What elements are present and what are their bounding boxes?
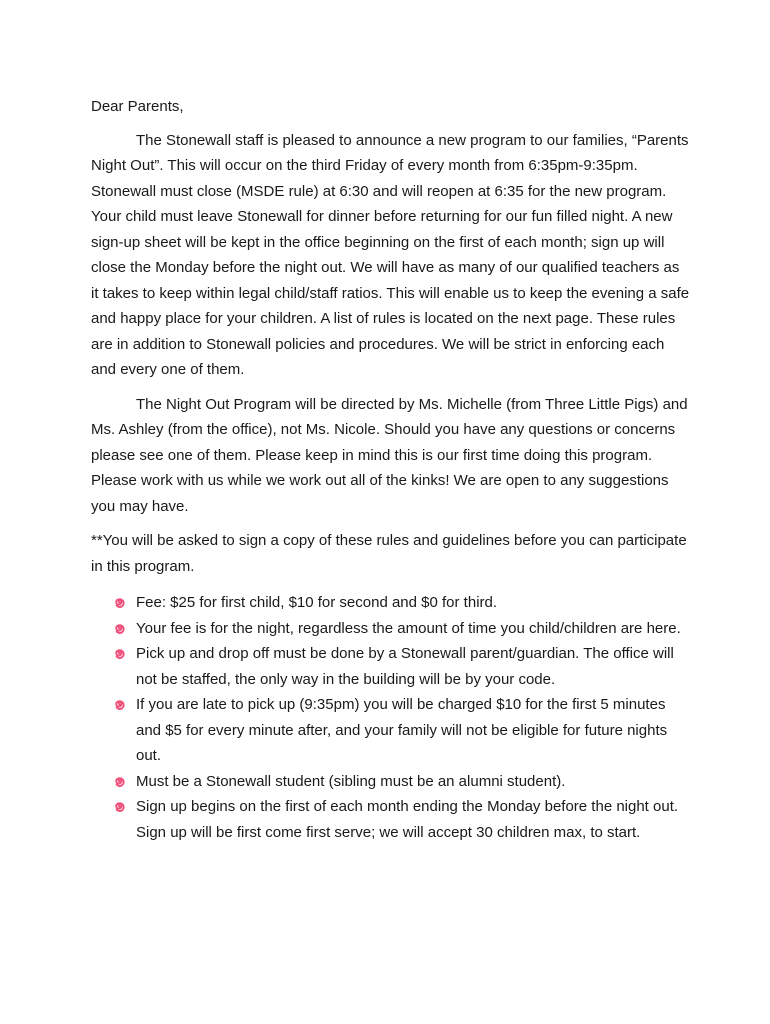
pink-swirl-icon xyxy=(113,646,127,660)
rule-text: Sign up begins on the first of each month ending the Monday before the night out. Sign up will be first come first serve; we will accept 30 children max, to start. xyxy=(136,798,679,841)
pink-swirl-icon xyxy=(113,697,127,711)
rule-text: Pick up and drop off must be done by a Stonewall parent/guardian. The office will not be staffed, the only way in the building will be by your code. xyxy=(136,645,674,688)
rule-item xyxy=(91,590,691,616)
intro-paragraph: The Stonewall staff is pleased to announce a new program to our families, “Parents Night Out”. This will occur on the third Friday of every month from 6:35pm-9:35pm. Stonewall must close (MSDE rule) at 6:30 and will reopen at 6:35 for the new program. Your child must leave Stonewall for dinner before returning for our fun filled night. A new sign-up sheet will be kept in the office beginning on the first of each month; sign up will close the Monday before the night out. We will have as many of our qualified teachers as it takes to keep within legal child/staff ratios. This will enable us to keep the evening a safe and happy place for your children. A list of rules is located on the next page. These rules are in addition to Stonewall policies and procedures. We will be strict in enforcing each and every one of them. xyxy=(91,131,690,378)
rule-item xyxy=(91,616,691,642)
rules-list xyxy=(91,590,691,845)
rule-text: Fee: $25 for first child, $10 for second and $0 for third. xyxy=(136,594,498,611)
pink-swirl-icon xyxy=(113,595,127,609)
rule-text: Your fee is for the night, regardless the amount of time you child/children are here. xyxy=(136,619,681,637)
signature-note: **You will be asked to sign a copy of these rules and guidelines before you can participate in this program. xyxy=(91,532,687,575)
directors-paragraph: The Night Out Program will be directed by Ms. Michelle (from Three Little Pigs) and Ms. Ashley (from the office), not Ms. Nicole. Should you have any questions or concerns please see one of them. Please keep in mind this is our first time doing this program. Please work with us while we work out all of the kinks! We are open to any suggestions you may have. xyxy=(91,395,688,515)
rule-item xyxy=(91,692,691,769)
salutation: Dear Parents, xyxy=(91,98,184,115)
rule-item xyxy=(91,641,691,692)
rule-text: If you are late to pick up (9:35pm) you will be charged $10 for the first 5 minutes and $5 for every minute after, and your family will not be eligible for future nights out. xyxy=(136,696,668,764)
pink-swirl-icon xyxy=(113,621,127,635)
rule-item xyxy=(91,769,691,795)
rule-item xyxy=(91,794,691,845)
pink-swirl-icon xyxy=(113,774,127,788)
letter-body xyxy=(91,94,691,845)
pink-swirl-icon xyxy=(113,799,127,813)
rule-text: Must be a Stonewall student (sibling must be an alumni student). xyxy=(136,772,566,790)
